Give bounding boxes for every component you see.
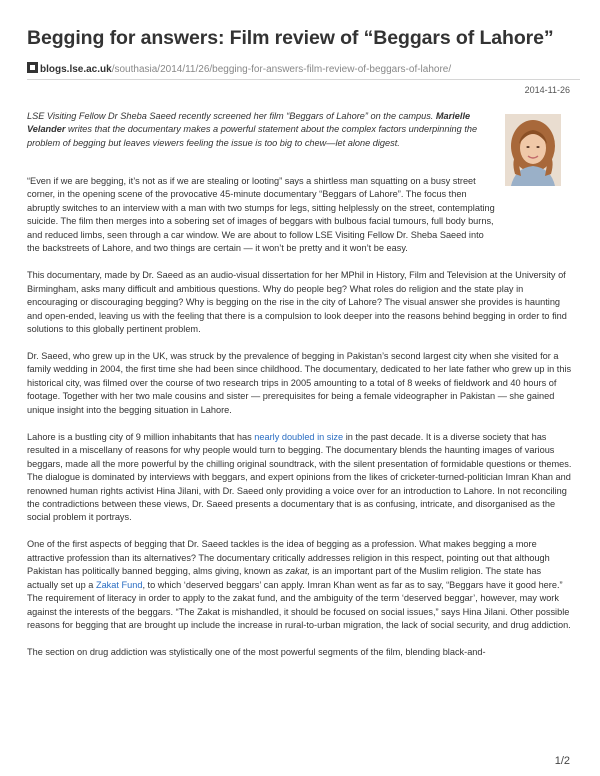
paragraph-6: The section on drug addiction was stylistically one of the most powerful segments of the film, blending black-and- xyxy=(27,647,486,658)
paragraph-4-text-b: in the past decade. It is a diverse society that has resulted in a miscellany of reasons for why people would turn to begging. The documentary blends the haunting images of various beggars, made all the more powerful by the chilling original soundtrack, with the silent presentation of formidable questions or themes. The dialogue is dominated by interviews with beggars, and expert opinions from the likes of cricketer-turned-politician Imran Khan and renowned human rights activist Hina Jilani, with Dr. Saeed only providing a voice over for an introduction to Lahore. In not reconciling the contradictions between these views, Dr. Saeed presents a documentary that is as confusing, intricate, and disorganised as the social problem it portrays. xyxy=(27,431,572,523)
zakat-fund-link[interactable]: Zakat Fund xyxy=(95,579,143,590)
publish-date: 2014-11-26 xyxy=(524,85,570,95)
article-title: Begging for answers: Film review of “Beggars of Lahore” xyxy=(27,27,554,49)
url-path: /southasia/2014/11/26/begging-for-answers-film-review-of-beggars-of-lahore/ xyxy=(111,64,452,75)
zakat-term: zakat, xyxy=(285,566,310,577)
paragraph-5 xyxy=(27,538,572,632)
source-url[interactable] xyxy=(27,62,587,76)
nearly-doubled-link[interactable]: nearly doubled in size xyxy=(254,431,344,442)
header-divider xyxy=(27,79,580,80)
page-number: 1/2 xyxy=(554,755,570,767)
url-domain: blogs.lse.ac.uk xyxy=(40,64,112,75)
paragraph-5-text-c: , to which ‘deserved beggars’ can apply. Imran Khan went as far as to say, “Beggars have it good here.” The requirement of literacy in order to apply to the zakat fund, and the ambiguity of the term ‘deserved beggar’, however, may work against the interests of the beggars. “The Zakat is mishandled, it should be focused on social issues,” says Hina Jilani. Other possible reasons for begging that are brought up include the increase in rural-to-urban migration, the lack of social security, and drug addiction. xyxy=(27,579,571,631)
paragraph-5-text-a: One of the first aspects of begging that Dr. Saeed tackles is the idea of begging as a profession. What makes begging a more attractive profession than its alternatives? The documentary critically addresses religion in this respect, pointing out that although Pakistan has politically banned begging, alms giving, known as xyxy=(27,539,550,577)
paragraph-1: “Even if we are begging, it’s not as if we are stealing or looting” says a shirtless man squatting on a busy street corner, in the opening scene of the provocative 45-minute documentary “Beggars of Lahore”. The focus then abruptly switches to an interview with a man with two stumps for legs, sitting helplessly on the street, contemplating suicide. The film then merges into a sobering set of images of beggars with bulbous facial tumours, full body burns, and reduced limbs, seen through a car window. We are about to follow LSE Visiting Fellow Dr. Sheba Saeed into the backstreets of Lahore, and two things are certain — it won’t be pretty and it won’t be easy. xyxy=(27,176,495,254)
article-body xyxy=(27,175,572,673)
intro-text-2: writes that the documentary makes a powerful statement about the complex factors underpinning the problem of begging but leaves viewers feeling the issue is too big to chew—let alone digest. xyxy=(27,124,478,148)
intro-author: Marielle Velander xyxy=(27,111,471,135)
paragraph-2: This documentary, made by Dr. Saeed as an audio-visual dissertation for her MPhil in History, Film and Television at the University of Birmingham, asks many difficult and ambitious questions. Why do people beg? What roles do religion and the state play in encouraging or discouraging begging? Why is begging on the rise in the city of Lahore? The visual answer she provides is haunting and open-ended, leaving us with the feeling that there is a compulsion to look deeper into the reasons behind begging in order to find solutions to this globally pertinent problem. xyxy=(27,270,567,335)
intro-text-1: LSE Visiting Fellow Dr Sheba Saeed recently screened her film “Beggars of Lahore” on the campus. xyxy=(27,111,436,121)
article-intro xyxy=(27,110,487,150)
paragraph-3: Dr. Saeed, who grew up in the UK, was struck by the prevalence of begging in Pakistan’s second largest city when she visited for a family wedding in 2004, the first time she had been since childhood. The documentary, dedicated to her late father who grew up in this historical city, was filmed over the course of two research trips in 2005 amounting to a total of 8 weeks of fieldwork and 40 hours of footage. Together with her two male cousins and sister — prerequisites for being a female videographer in Pakistan — she gained unique insight into the begging situation in Lahore. xyxy=(27,350,572,415)
paragraph-4 xyxy=(27,431,572,525)
paragraph-4-text-a: Lahore is a bustling city of 9 million inhabitants that has xyxy=(27,431,255,442)
site-favicon-icon xyxy=(27,62,38,73)
paragraph-5-text-b: is an important part of the Muslim religion. The state has actually set up a xyxy=(27,566,542,590)
